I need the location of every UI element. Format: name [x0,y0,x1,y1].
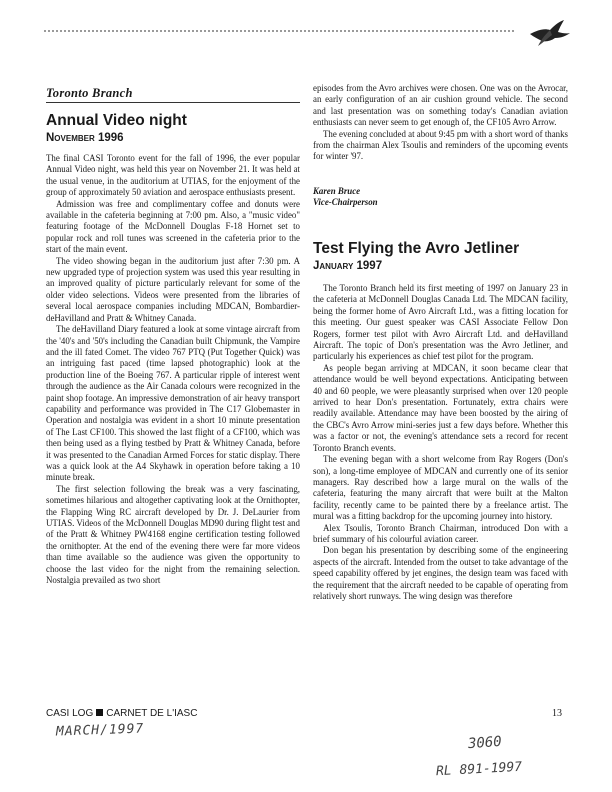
footer-publication-fr: CARNET DE L'IASC [106,708,198,719]
article2-header [313,240,568,273]
article2-title: Test Flying the Avro Jetliner [313,240,520,257]
article1-date: November 1996 [46,132,124,144]
section-label: Toronto Branch [46,86,133,100]
header-dotted-rule [44,30,514,34]
article2-paragraph: As people began arriving at MDCAN, it soon became clear that attendance would be well beyond expectations. Anticipating between 40 and 60 people, we were pleasantly surprised when over 120 people arrived to hear Don's presentation. Fortunately, extra chairs were readily available. Attendance may have been boosted by the airing of the CBC's Avro Arrow mini-series just a few days before. Whether this was a factor or not, the evening's attendance sets a record for recent Toronto Branch events. [313,362,568,453]
article1-title: Annual Video night [46,112,187,129]
article2-paragraph: The Toronto Branch held its first meeting of 1997 on January 23 in the cafeteria at McDonnell Douglas Canada Ltd. The MDCAN facility, being the former home of Avro Aircraft Ltd., was a fitting location for this meeting. Our guest speaker was CASI Associate Fellow Don Rogers, former test pilot with Avro Aircraft Ltd. and deHavilland Aircraft. The topic of Don's presentation was the Avro Jetliner, and particularly his experiences as chief test pilot for the program. [313,283,568,362]
article1-paragraph: The first selection following the break was a very fascinating, sometimes hilarious and altogether captivating look at the Ornithopter, the Flapping Wing RC aircraft developed by Dr. J. DeLaurier from UTIAS. Videos of the McDonnell Douglas MD90 during flight test and of the Pratt & Whitney PW4168 engine certification testing followed the ornithopter. At the end of the evening there were far more videos than time available so the audience was given the opportunity to choose the last video for the night from the remaining selection. Nostalgia prevailed as two short [46,483,300,586]
handwritten-reference-note: RL 891-1997 [435,759,523,780]
footer-publication [46,708,197,719]
square-bullet-icon [96,709,103,716]
article1-paragraph: The final CASI Toronto event for the fall of 1996, the ever popular Annual Video night, was held this year on November 21. It was held at the usual venue, in the auditorium at UTIAS, for the enjoyment of the group of approximately 50 aviation and aerospace enthusiasts present. [46,153,300,198]
section-divider [46,102,300,103]
article1-paragraph: The video showing began in the auditorium just after 7:30 pm. A new upgraded type of projection system was used this year resulting in an improved quality of picture particularly relevant for some of the older video selections. Videos were presented from the libraries of several local aerospace companies including MDCAN, Bombardier-deHavilland and Pratt & Whitney Canada. [46,255,300,323]
flying-goose-icon [528,16,572,52]
article2-paragraph: The evening began with a short welcome from Ray Rogers (Don's son), a long-time employee of MDCAN and currently one of its senior managers. Ray described how a large mural on the walls of the cafeteria, featuring the many aircraft that were built at the Malton facility, recently came to be painted there by a freelance artist. The mural was a fitting backdrop for the upcoming journey into history. [313,454,568,522]
article1-paragraph: The deHavilland Diary featured a look at some vintage aircraft from the '40's and '50's including the Canadian built Chipmunk, the Vampire and the ill fated Comet. The video 767 PTQ (Put Together Quick) was an intriguing fast paced (time lapsed photographic) look at the production line of the Boeing 767. A particular ripple of interest went through the audience as the Air Canada colours were recognized in the paint shop footage. An impressive demonstration of air heavy transport capability and performance was provided in The C17 Globemaster in Operation and nostalgia was evident in a short 10 minute presentation of The Last CF100. This showed the last flight of a CF100, which was then being used as a flying testbed by Pratt & Whitney Canada, before it was presented to the Canadian Armed Forces for static display. There was a quick look at the A4 Skyhawk in operation before taking a 10 minute break. [46,324,300,483]
article1-paragraph: Admission was free and complimentary coffee and donuts were available in the cafeteria beginning at 7:00 pm. Also, a "music video" featuring footage of the McDonnell Douglas F-18 Hornet set to popular rock and roll tunes was screened in the cafeteria prior to the start of the main event. [46,198,300,255]
article1-signature [313,186,568,209]
article1-continuation [313,83,568,163]
article1-body [46,153,300,586]
article1-author-role: Vice-Chairperson [313,197,378,208]
article2-paragraph: Don began his presentation by describing some of the engineering aspects of the aircraft. Intended from the outset to take advantage of the speed capability offered by jet engines, the design team was faced with the requirement that the aircraft needed to be capable of operating from relatively short runways. The wing design was therefore [313,545,568,601]
article2-paragraph: Alex Tsoulis, Toronto Branch Chairman, introduced Don with a brief summary of his colourful aviation career. [313,522,568,544]
article1-author: Karen Bruce [313,186,361,196]
article2-body [313,283,568,602]
page-number: 13 [552,708,562,719]
article1-paragraph: The evening concluded at about 9:45 pm with a short word of thanks from the chairman Alex Tsoulis and reminders of the upcoming events for winter '97. [313,128,568,162]
article1-header [46,112,300,145]
article1-paragraph: episodes from the Avro archives were chosen. One was on the Avrocar, an early configuration of an air cushion ground vehicle. The second and last presentation was on something today's Canadian aviation enthusiasts can never seem to get enough of, the CF105 Avro Arrow. [313,83,568,128]
handwritten-date-note: MARCH/1997 [55,721,145,740]
footer-publication-en: CASI LOG [46,708,94,719]
handwritten-number-note: 3060 [467,733,503,753]
article2-date: January 1997 [313,260,383,272]
